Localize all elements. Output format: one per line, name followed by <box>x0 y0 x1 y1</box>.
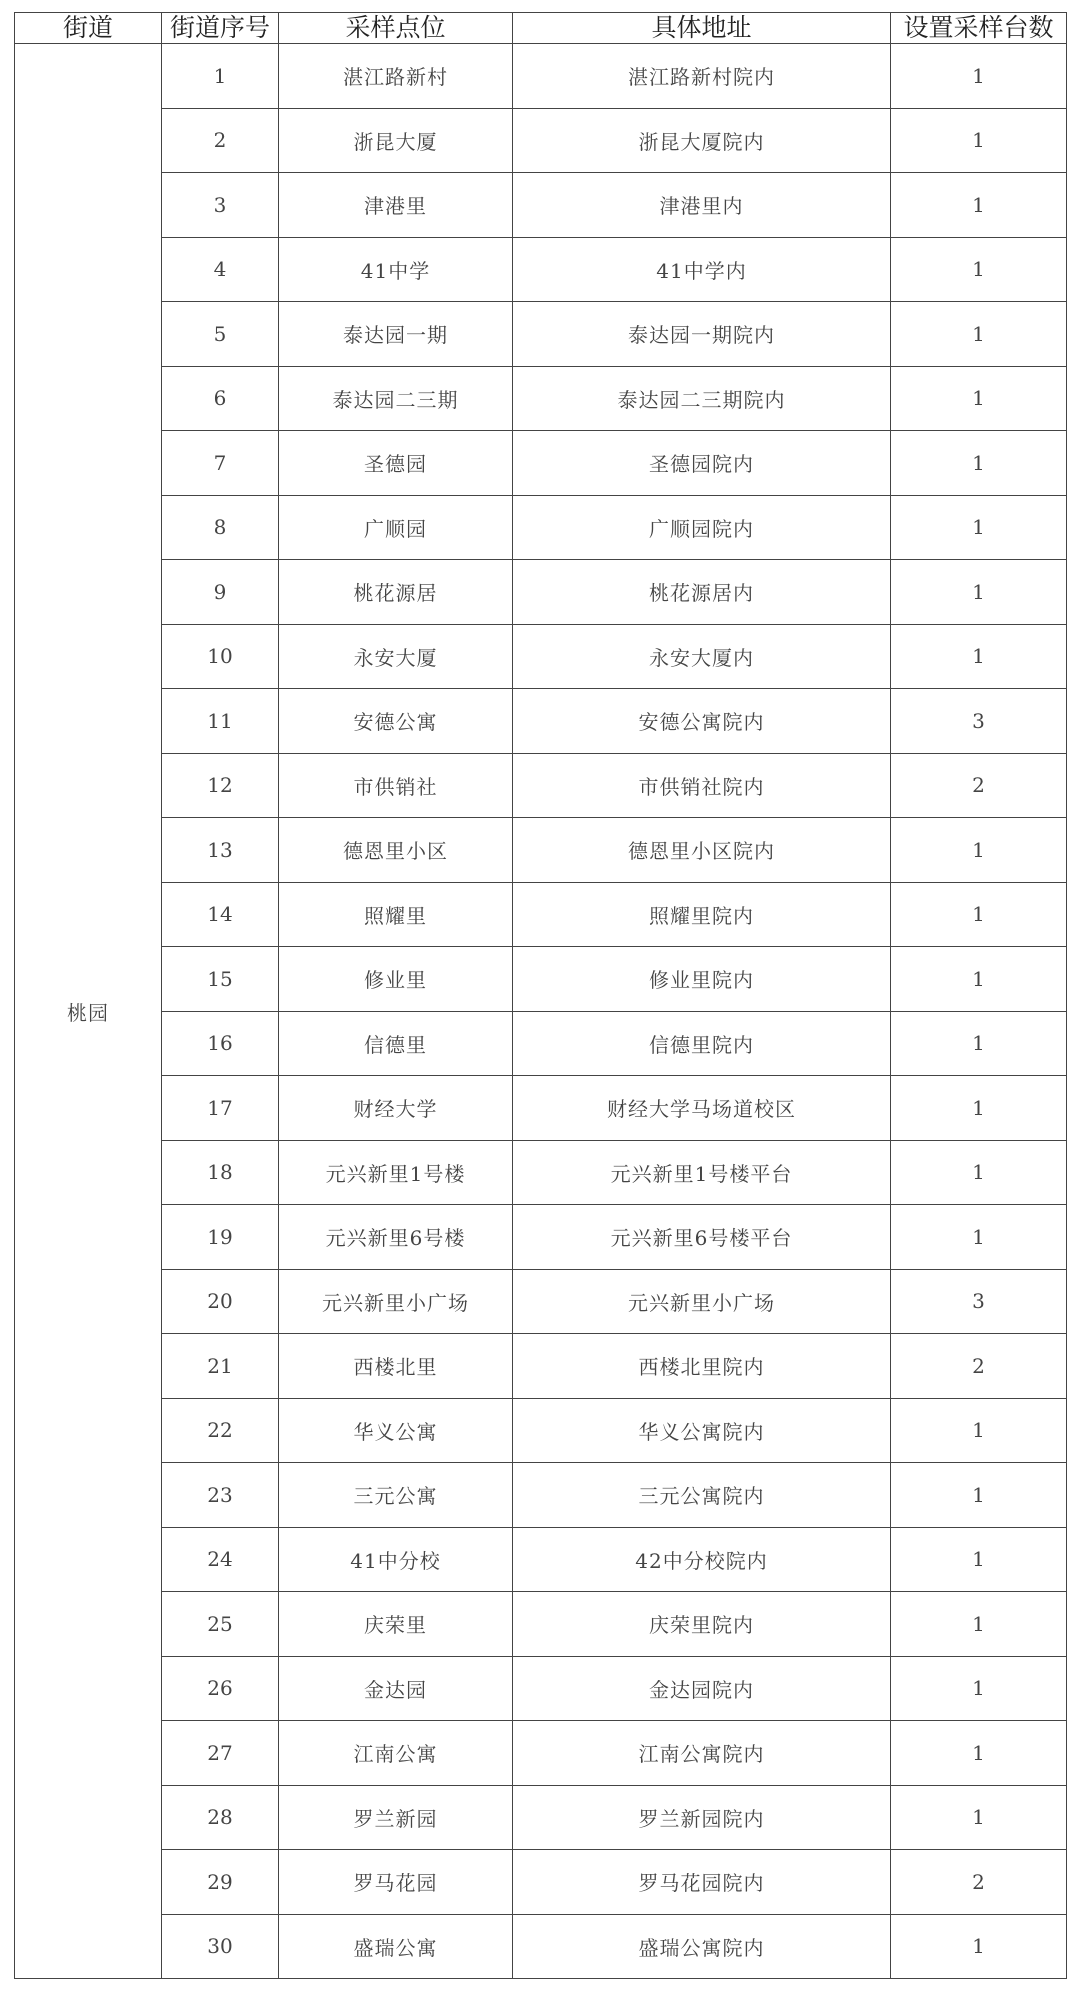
count-cell: 1 <box>891 431 1067 496</box>
address-cell: 市供销社院内 <box>513 753 891 818</box>
address-cell: 安德公寓院内 <box>513 689 891 754</box>
row-number-cell: 20 <box>162 1269 279 1334</box>
table-row <box>15 1785 1067 1850</box>
header-count: 设置采样台数 <box>891 13 1067 44</box>
count-cell: 1 <box>891 1463 1067 1528</box>
address-cell: 财经大学马场道校区 <box>513 1076 891 1141</box>
address-cell: 湛江路新村院内 <box>513 44 891 109</box>
site-cell: 桃花源居 <box>279 560 513 625</box>
site-cell: 市供销社 <box>279 753 513 818</box>
site-cell: 泰达园一期 <box>279 302 513 367</box>
address-cell: 华义公寓院内 <box>513 1398 891 1463</box>
count-cell: 2 <box>891 1334 1067 1399</box>
address-cell: 金达园院内 <box>513 1656 891 1721</box>
table-row <box>15 1140 1067 1205</box>
row-number-cell: 23 <box>162 1463 279 1528</box>
row-number-cell: 30 <box>162 1914 279 1979</box>
site-cell: 津港里 <box>279 173 513 238</box>
row-number-cell: 7 <box>162 431 279 496</box>
table-row <box>15 237 1067 302</box>
site-cell: 金达园 <box>279 1656 513 1721</box>
site-cell: 圣德园 <box>279 431 513 496</box>
address-cell: 泰达园二三期院内 <box>513 366 891 431</box>
row-number-cell: 18 <box>162 1140 279 1205</box>
count-cell: 1 <box>891 818 1067 883</box>
row-number-cell: 2 <box>162 108 279 173</box>
table-row <box>15 366 1067 431</box>
count-cell: 1 <box>891 173 1067 238</box>
header-row <box>15 13 1067 44</box>
header-site: 采样点位 <box>279 13 513 44</box>
count-cell: 3 <box>891 1269 1067 1334</box>
site-cell: 华义公寓 <box>279 1398 513 1463</box>
count-cell: 1 <box>891 1011 1067 1076</box>
count-cell: 1 <box>891 1076 1067 1141</box>
address-cell: 广顺园院内 <box>513 495 891 560</box>
row-number-cell: 27 <box>162 1721 279 1786</box>
row-number-cell: 28 <box>162 1785 279 1850</box>
count-cell: 3 <box>891 689 1067 754</box>
table-row <box>15 560 1067 625</box>
address-cell: 修业里院内 <box>513 947 891 1012</box>
row-number-cell: 5 <box>162 302 279 367</box>
site-cell: 罗马花园 <box>279 1850 513 1915</box>
street-name-cell: 桃园 <box>15 44 162 1979</box>
row-number-cell: 21 <box>162 1334 279 1399</box>
table-row <box>15 1269 1067 1334</box>
count-cell: 2 <box>891 753 1067 818</box>
table-row <box>15 1656 1067 1721</box>
count-cell: 1 <box>891 624 1067 689</box>
site-cell: 元兴新里小广场 <box>279 1269 513 1334</box>
address-cell: 罗兰新园院内 <box>513 1785 891 1850</box>
table-row <box>15 624 1067 689</box>
table-body <box>15 44 1067 1979</box>
address-cell: 元兴新里6号楼平台 <box>513 1205 891 1270</box>
table-header <box>15 13 1067 44</box>
row-number-cell: 10 <box>162 624 279 689</box>
count-cell: 1 <box>891 495 1067 560</box>
header-street-no: 街道序号 <box>162 13 279 44</box>
site-cell: 41中学 <box>279 237 513 302</box>
count-cell: 1 <box>891 366 1067 431</box>
table-row <box>15 1463 1067 1528</box>
count-cell: 1 <box>891 108 1067 173</box>
row-number-cell: 12 <box>162 753 279 818</box>
count-cell: 1 <box>891 1656 1067 1721</box>
site-cell: 湛江路新村 <box>279 44 513 109</box>
table-row <box>15 882 1067 947</box>
table-row <box>15 1592 1067 1657</box>
row-number-cell: 16 <box>162 1011 279 1076</box>
count-cell: 1 <box>891 947 1067 1012</box>
site-cell: 元兴新里6号楼 <box>279 1205 513 1270</box>
sampling-sites-table <box>14 12 1067 1979</box>
row-number-cell: 3 <box>162 173 279 238</box>
table-row <box>15 302 1067 367</box>
address-cell: 永安大厦内 <box>513 624 891 689</box>
row-number-cell: 8 <box>162 495 279 560</box>
table-row <box>15 753 1067 818</box>
address-cell: 德恩里小区院内 <box>513 818 891 883</box>
row-number-cell: 13 <box>162 818 279 883</box>
row-number-cell: 17 <box>162 1076 279 1141</box>
count-cell: 1 <box>891 560 1067 625</box>
site-cell: 盛瑞公寓 <box>279 1914 513 1979</box>
row-number-cell: 29 <box>162 1850 279 1915</box>
count-cell: 1 <box>891 882 1067 947</box>
count-cell: 1 <box>891 302 1067 367</box>
table-row <box>15 947 1067 1012</box>
address-cell: 42中分校院内 <box>513 1527 891 1592</box>
site-cell: 永安大厦 <box>279 624 513 689</box>
site-cell: 西楼北里 <box>279 1334 513 1399</box>
table-row <box>15 1527 1067 1592</box>
site-cell: 罗兰新园 <box>279 1785 513 1850</box>
table-row <box>15 1914 1067 1979</box>
site-cell: 安德公寓 <box>279 689 513 754</box>
row-number-cell: 4 <box>162 237 279 302</box>
count-cell: 1 <box>891 1592 1067 1657</box>
header-street: 街道 <box>15 13 162 44</box>
table-row <box>15 1334 1067 1399</box>
address-cell: 盛瑞公寓院内 <box>513 1914 891 1979</box>
address-cell: 江南公寓院内 <box>513 1721 891 1786</box>
address-cell: 元兴新里1号楼平台 <box>513 1140 891 1205</box>
header-address: 具体地址 <box>513 13 891 44</box>
address-cell: 照耀里院内 <box>513 882 891 947</box>
table-row <box>15 689 1067 754</box>
table-row <box>15 173 1067 238</box>
address-cell: 三元公寓院内 <box>513 1463 891 1528</box>
table-row <box>15 1011 1067 1076</box>
count-cell: 1 <box>891 1785 1067 1850</box>
address-cell: 浙昆大厦院内 <box>513 108 891 173</box>
site-cell: 财经大学 <box>279 1076 513 1141</box>
address-cell: 元兴新里小广场 <box>513 1269 891 1334</box>
row-number-cell: 25 <box>162 1592 279 1657</box>
table-row <box>15 1850 1067 1915</box>
table-row <box>15 431 1067 496</box>
table-row <box>15 495 1067 560</box>
address-cell: 罗马花园院内 <box>513 1850 891 1915</box>
table-row <box>15 1076 1067 1141</box>
row-number-cell: 24 <box>162 1527 279 1592</box>
site-cell: 信德里 <box>279 1011 513 1076</box>
table-row <box>15 1721 1067 1786</box>
site-cell: 泰达园二三期 <box>279 366 513 431</box>
table-row <box>15 1205 1067 1270</box>
site-cell: 三元公寓 <box>279 1463 513 1528</box>
count-cell: 1 <box>891 44 1067 109</box>
address-cell: 津港里内 <box>513 173 891 238</box>
table-row <box>15 1398 1067 1463</box>
site-cell: 庆荣里 <box>279 1592 513 1657</box>
row-number-cell: 11 <box>162 689 279 754</box>
site-cell: 修业里 <box>279 947 513 1012</box>
address-cell: 西楼北里院内 <box>513 1334 891 1399</box>
site-cell: 41中分校 <box>279 1527 513 1592</box>
row-number-cell: 15 <box>162 947 279 1012</box>
address-cell: 泰达园一期院内 <box>513 302 891 367</box>
row-number-cell: 9 <box>162 560 279 625</box>
address-cell: 桃花源居内 <box>513 560 891 625</box>
address-cell: 41中学内 <box>513 237 891 302</box>
row-number-cell: 26 <box>162 1656 279 1721</box>
count-cell: 2 <box>891 1850 1067 1915</box>
row-number-cell: 14 <box>162 882 279 947</box>
address-cell: 庆荣里院内 <box>513 1592 891 1657</box>
row-number-cell: 6 <box>162 366 279 431</box>
site-cell: 照耀里 <box>279 882 513 947</box>
site-cell: 广顺园 <box>279 495 513 560</box>
count-cell: 1 <box>891 1398 1067 1463</box>
count-cell: 1 <box>891 1527 1067 1592</box>
address-cell: 信德里院内 <box>513 1011 891 1076</box>
site-cell: 德恩里小区 <box>279 818 513 883</box>
row-number-cell: 22 <box>162 1398 279 1463</box>
count-cell: 1 <box>891 237 1067 302</box>
address-cell: 圣德园院内 <box>513 431 891 496</box>
site-cell: 江南公寓 <box>279 1721 513 1786</box>
site-cell: 浙昆大厦 <box>279 108 513 173</box>
count-cell: 1 <box>891 1140 1067 1205</box>
table-row <box>15 818 1067 883</box>
row-number-cell: 19 <box>162 1205 279 1270</box>
row-number-cell: 1 <box>162 44 279 109</box>
count-cell: 1 <box>891 1914 1067 1979</box>
count-cell: 1 <box>891 1721 1067 1786</box>
count-cell: 1 <box>891 1205 1067 1270</box>
table-row <box>15 44 1067 109</box>
site-cell: 元兴新里1号楼 <box>279 1140 513 1205</box>
table-row <box>15 108 1067 173</box>
